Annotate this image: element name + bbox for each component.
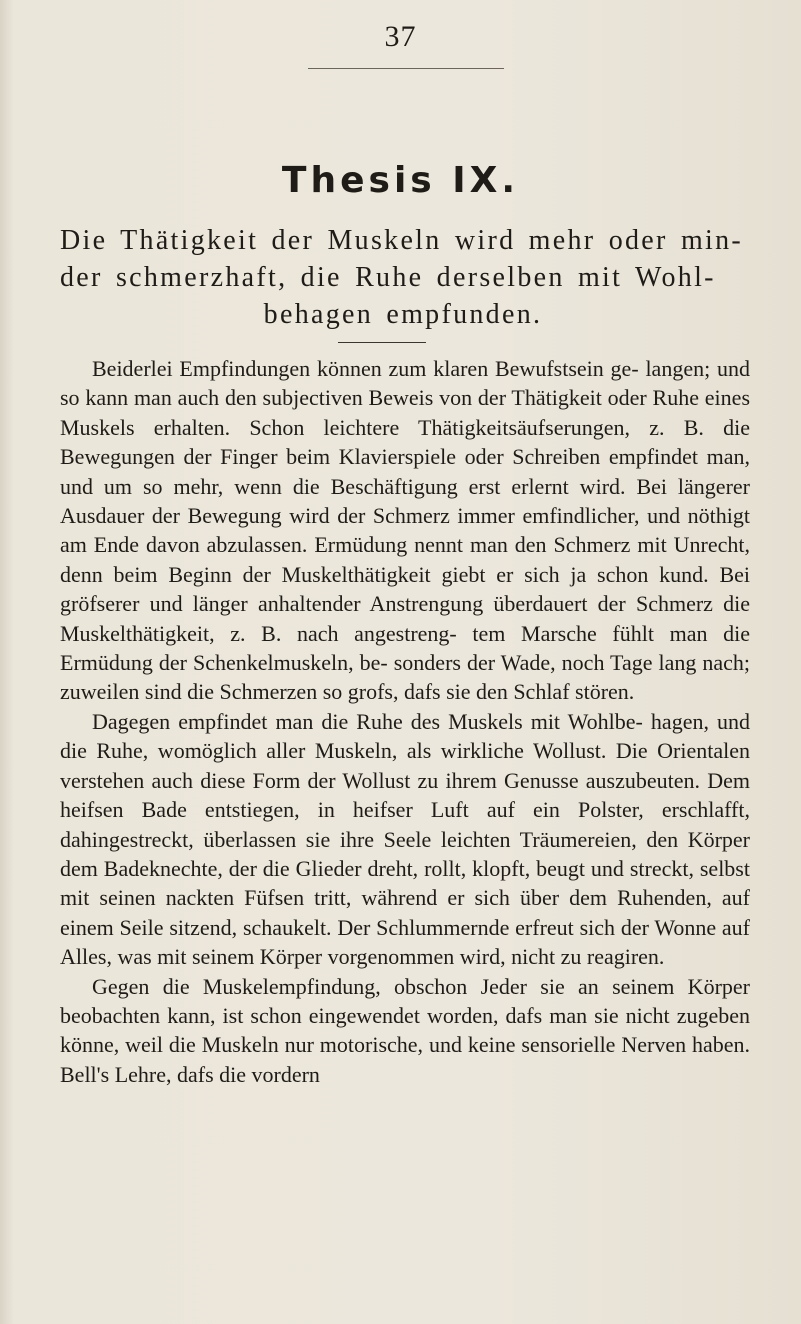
body-text [60,354,750,1089]
thesis-statement [60,222,746,333]
thesis-statement-line: der schmerzhaft, die Ruhe derselben mit Wohl- [60,262,716,293]
paragraph: Dagegen empfindet man die Ruhe des Muskels mit Wohlbe- hagen, und die Ruhe, womöglich aller Muskeln, als wirkliche Wollust. Die Orientalen verstehen auch diese Form der Wollust zu ihrem Genusse auszubeuten. Dem heifsen Bade entstiegen, in heifser Luft auf ein Polster, erschlafft, dahingestreckt, überlassen sie ihre Seele leichten Träumereien, den Körper dem Badeknechte, der die Glieder dreht, rollt, klopft, beugt und streckt, selbst mit seinen nackten Füfsen tritt, während er sich über dem Ruhenden, auf einem Seile sitzend, schaukelt. Der Schlummernde erfreut sich der Wonne auf Alles, was mit seinem Körper vorgenommen wird, nicht zu reagiren. [60,708,750,970]
thesis-statement-line: Die Thätigkeit der Muskeln wird mehr oder min- [60,225,744,256]
header-rule [308,68,504,69]
paragraph: Gegen die Muskelempfindung, obschon Jeder sie an seinem Körper beobachten kann, ist schon eingewendet worden, dafs man sie nicht zugeben könne, weil die Muskeln nur motorische, und keine sensorielle Nerven haben. Bell's Lehre, dafs die vordern [60,973,750,1087]
page-number: 37 [384,20,417,53]
paragraph: Beiderlei Empfindungen können zum klaren Bewufstsein ge- langen; und so kann man auch den subjectiven Beweis von der Thätigkeit oder Ruhe eines Muskels erhalten. Schon leichtere Thätigkeitsäufserungen, z. B. die Bewegungen der Finger beim Klavierspiele oder Schreiben empfindet man, und um so mehr, wenn die Beschäftigung erst erlernt wird. Bei längerer Ausdauer der Bewegung wird der Schmerz immer emfindlicher, und nöthigt am Ende davon abzulassen. Ermüdung nennt man den Schmerz mit Unrecht, denn beim Beginn der Muskelthätigkeit giebt er sich ja schon kund. Bei gröfserer und länger anhaltender Anstrengung überdauert der Schmerz die Muskelthätigkeit, z. B. nach angestreng- tem Marsche fühlt man die Ermüdung der Schenkelmuskeln, be- sonders der Wade, noch Tage lang nach; zuweilen sind die Schmerzen so grofs, dafs sie den Schlaf stören. [60,356,750,705]
thesis-title: Thesis IX. [281,160,520,201]
thesis-statement-line: behagen empfunden. [263,299,543,330]
section-divider [338,342,426,343]
